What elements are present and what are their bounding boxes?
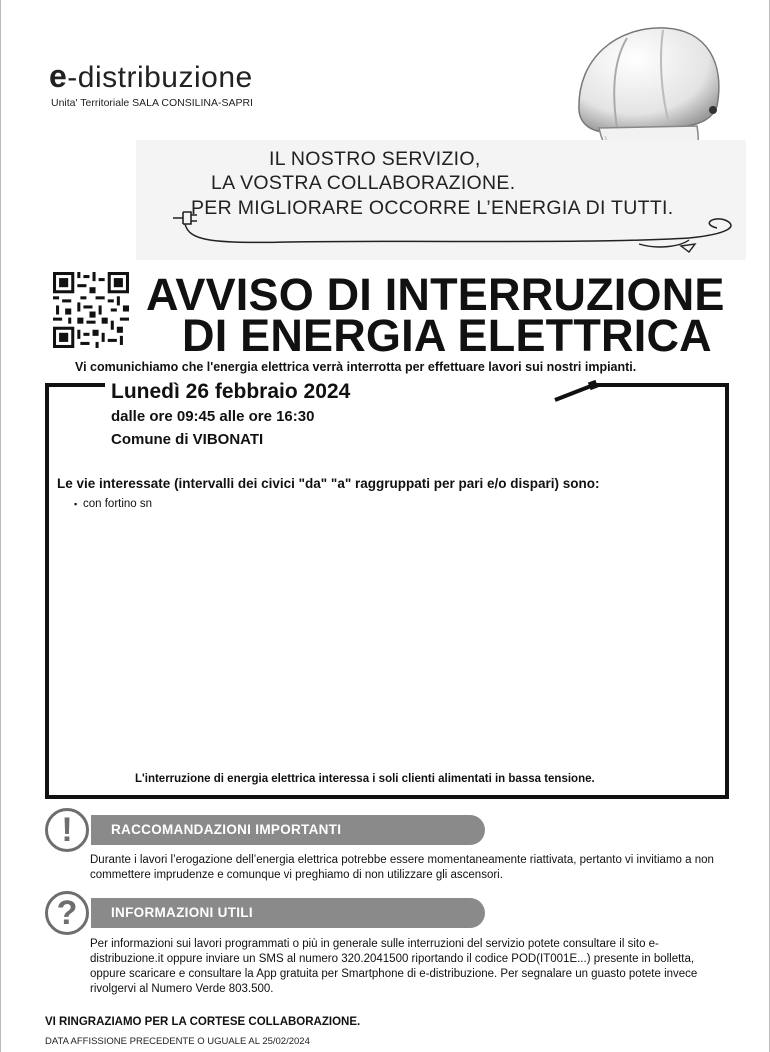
recommendations-header: RACCOMANDAZIONI IMPORTANTI — [91, 815, 485, 845]
useful-info-header: INFORMAZIONI UTILI — [91, 898, 485, 928]
slogan-line-2: LA VOSTRA COLLABORAZIONE. — [211, 172, 516, 194]
cable-plug-icon — [551, 378, 611, 408]
useful-info-text: Per informazioni sui lavori programmati o più in generale sulle interruzioni del servizio potete consultare il sito e-distribuzione.it oppure inviare un SMS al numero 320.2041500 riportando il codice POD(IT001E...) presente in bolletta, oppure scaricare e consultare la App gratuita per Smartphone di e-distribuzione. Per segnalare un guasto potete invece rivolgervi al Numero Verde 803.500. — [90, 938, 698, 995]
logo-text: -distribuzione — [67, 61, 253, 94]
question-icon: ? — [45, 891, 89, 935]
intro-text: Vi comunichiamo che l'energia elettrica verrà interrotta per effettuare lavori sui nostri impianti. — [75, 360, 637, 374]
logo-e: e — [49, 58, 68, 94]
municipality: Comune di VIBONATI — [111, 431, 264, 448]
slogan-line-1: IL NOSTRO SERVIZIO, — [269, 148, 481, 170]
notice-title-line-2: DI ENERGIA ELETTRICA — [182, 310, 712, 361]
recommendations-text: Durante i lavori l’erogazione dell’energia elettrica potrebbe essere momentaneamente riattivata, pertanto vi invitiamo a non commettere imprudenze e comunque vi preghiamo di non utilizzare gli ascensori. — [90, 854, 714, 881]
box-top-right-border — [596, 383, 729, 387]
interruption-hours: dalle ore 09:45 alle ore 16:30 — [111, 408, 315, 425]
e-distribuzione-logo — [49, 58, 253, 95]
low-voltage-note: L'interruzione di energia elettrica interessa i soli clienti alimentati in bassa tensione. — [135, 773, 595, 785]
box-top-left-border — [45, 383, 105, 387]
slogan-line-3: PER MIGLIORARE OCCORRE L’ENERGIA DI TUTTI. — [191, 197, 674, 219]
street-item: ▪ con fortino sn — [83, 498, 152, 510]
power-cable-icon — [169, 200, 741, 256]
streets-heading: Le vie interessate (intervalli dei civici "da" "a" raggruppati per pari e/o dispari) sono: — [57, 476, 600, 491]
thanks-text: VI RINGRAZIAMO PER LA CORTESE COLLABORAZIONE. — [45, 1016, 361, 1028]
qr-code-icon — [53, 272, 129, 348]
exclamation-icon: ! — [45, 808, 89, 852]
notice-title-line-1: AVVISO DI INTERRUZIONE — [146, 269, 725, 320]
posting-date: DATA AFFISSIONE PRECEDENTE O UGUALE AL 25/02/2024 — [45, 1036, 310, 1047]
territorial-unit: Unita' Territoriale SALA CONSILINA-SAPRI — [51, 97, 253, 109]
interruption-date: Lunedì 26 febbraio 2024 — [111, 380, 351, 403]
